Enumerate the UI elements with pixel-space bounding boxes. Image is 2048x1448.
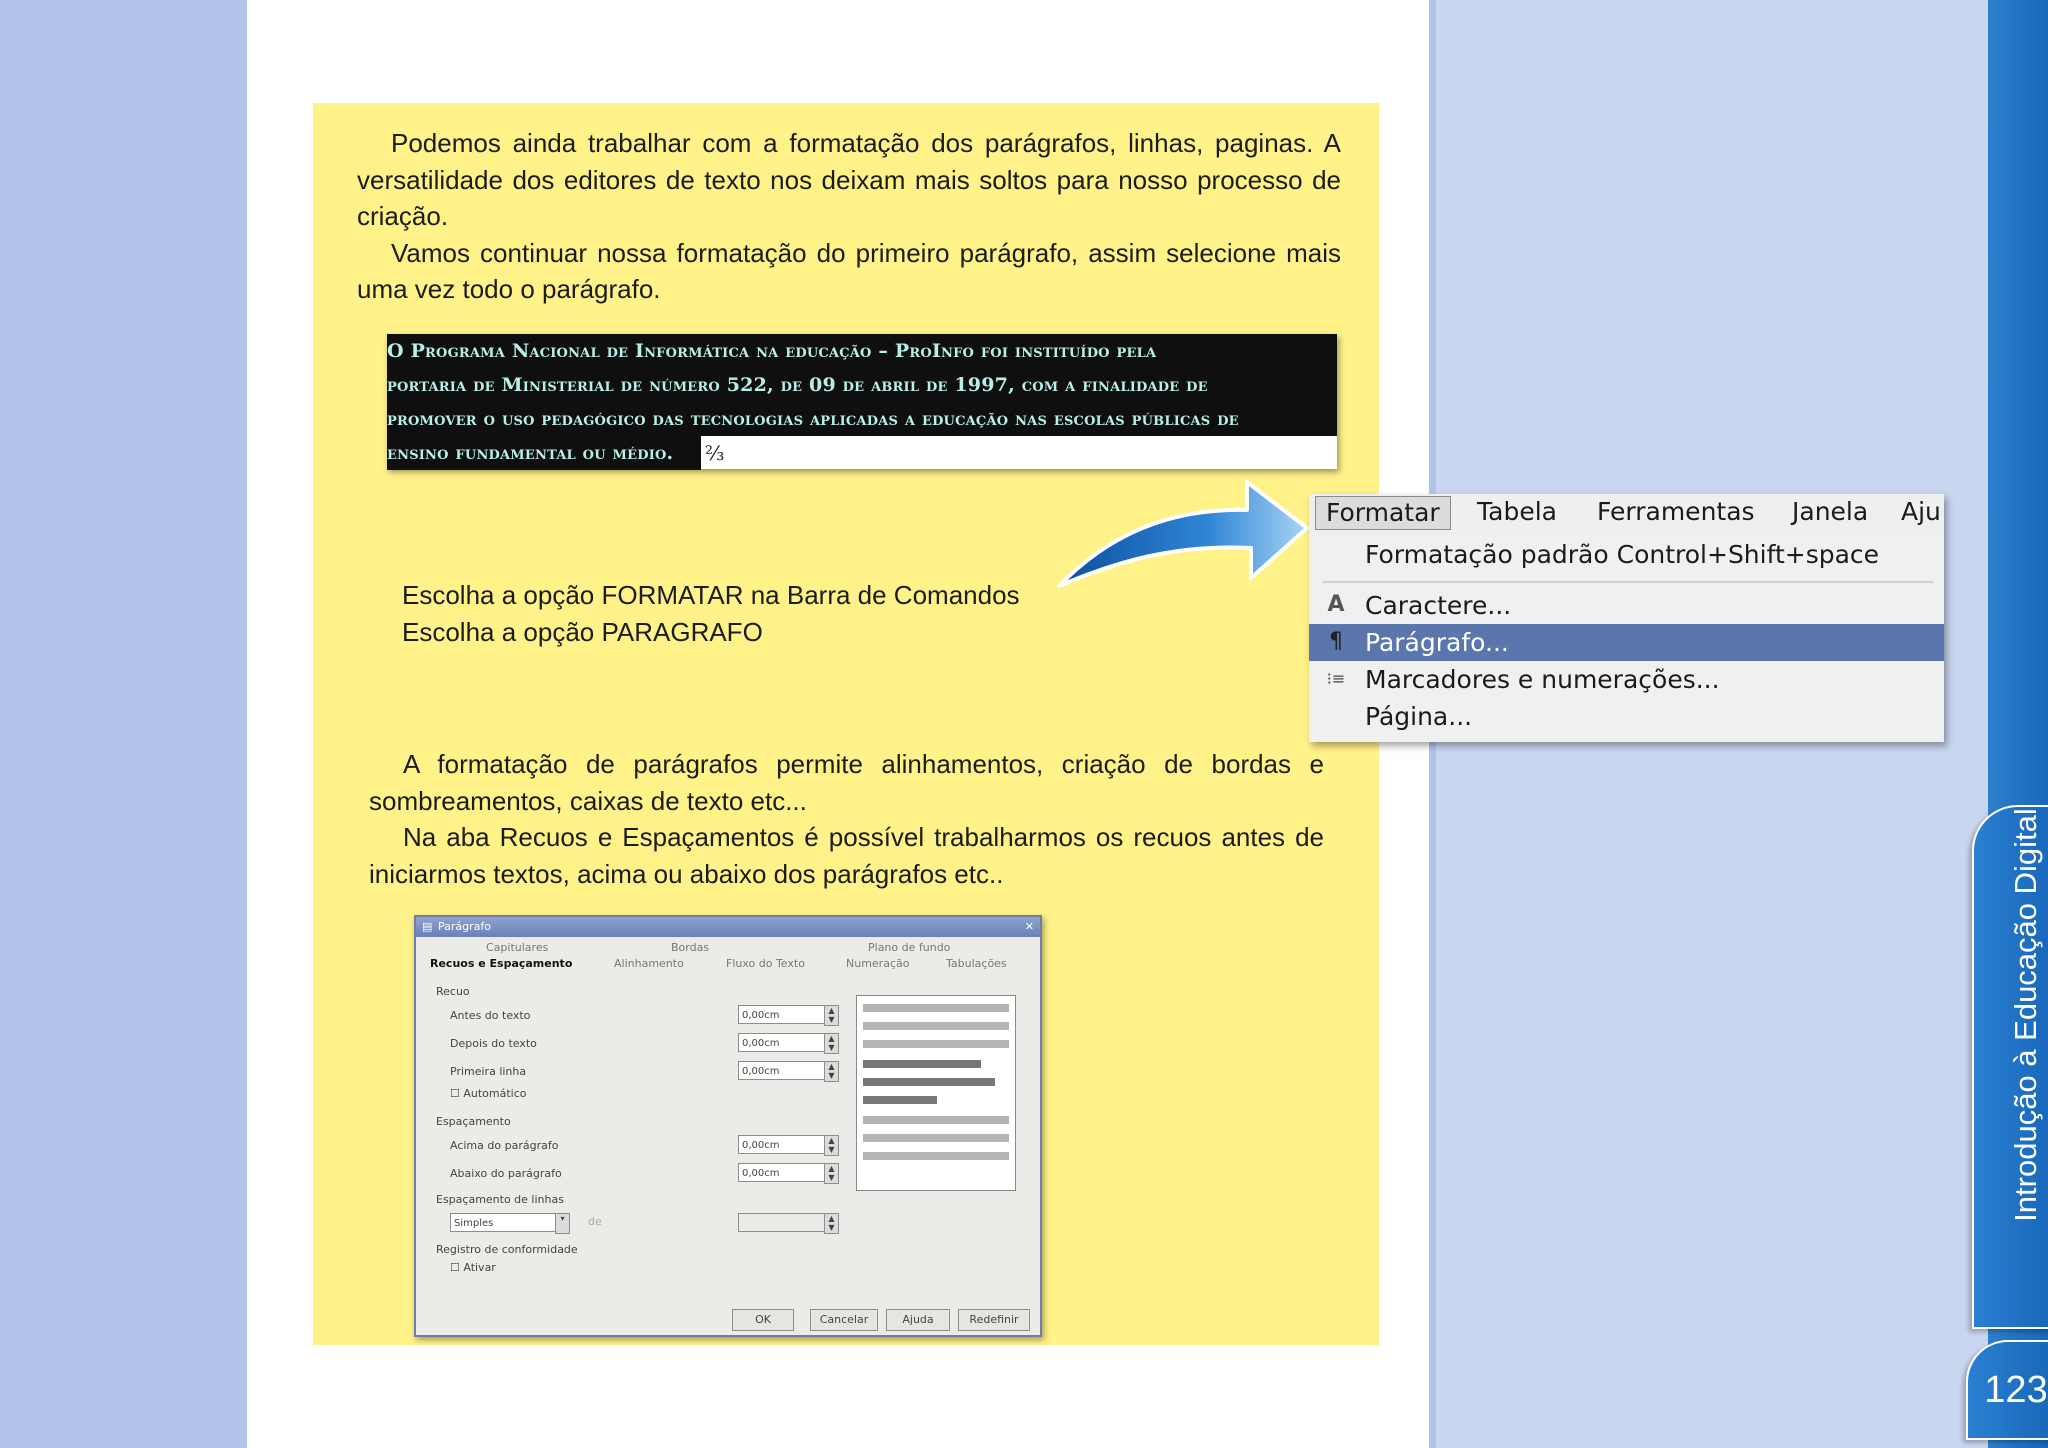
menu-item-formatacao-padrao[interactable] (1309, 536, 1944, 573)
field-label: Abaixo do parágrafo (450, 1167, 562, 1180)
field-label: Depois do texto (450, 1037, 537, 1050)
line-spacing-select[interactable]: Simples ▾ (450, 1213, 570, 1232)
ativar-checkbox[interactable]: ☐ Ativar (450, 1261, 496, 1274)
page-left-rule (240, 0, 247, 1448)
acima-paragrafo-input[interactable]: 0,00cm ▲ ▼ (738, 1135, 826, 1154)
intro-text (357, 125, 1341, 308)
side-tab-label: Introdução à Educação Digital (2008, 808, 2043, 1222)
tab-plano-de-fundo[interactable]: Plano de fundo (868, 941, 951, 954)
tab-tabulacoes[interactable]: Tabulações (946, 957, 1007, 970)
field-label: Acima do parágrafo (450, 1139, 559, 1152)
bullets-icon: ⁝≡ (1326, 669, 1346, 688)
menu-ferramentas[interactable]: Ferramentas (1597, 497, 1755, 526)
menu-janela[interactable]: Janela (1792, 497, 1869, 526)
menu-item-pagina[interactable] (1309, 698, 1944, 735)
paragraph-mark: ⅔ (705, 441, 725, 465)
menu-item-label: Parágrafo... (1365, 628, 1509, 657)
dialog-title: Parágrafo (438, 920, 491, 933)
menu-tabela[interactable]: Tabela (1477, 497, 1557, 526)
tab-capitulares[interactable]: Capitulares (486, 941, 549, 954)
menu-item-label: Formatação padrão Control+Shift+space (1365, 540, 1880, 569)
instruction-text: Escolha a opção FORMATAR na Barra de Comandos (402, 580, 1020, 610)
selected-text-line: O Programa Nacional de Informática na educação – ProInfo foi instituído pela (387, 334, 1337, 368)
menu-item-caractere[interactable] (1309, 587, 1944, 624)
paragraph-icon: ¶ (1329, 629, 1343, 654)
reset-button[interactable]: Redefinir (958, 1309, 1030, 1331)
automatico-checkbox[interactable]: ☐ Automático (450, 1087, 527, 1100)
paragraph: Na aba Recuos e Espaçamentos é possível trabalharmos os recuos antes de iniciarmos textos, acima ou abaixo dos parágrafos etc.. (369, 822, 1324, 889)
tab-numeracao[interactable]: Numeração (846, 957, 910, 970)
instruction-text: Escolha a opção PARAGRAFO (402, 617, 763, 647)
group-recuo: Recuo (436, 985, 470, 998)
primeira-linha-input[interactable]: 0,00cm ▲ ▼ (738, 1061, 826, 1080)
tab-fluxo-texto[interactable]: Fluxo do Texto (726, 957, 805, 970)
field-label: Primeira linha (450, 1065, 527, 1078)
selected-paragraph-screenshot (387, 334, 1337, 469)
menu-ajuda[interactable]: Aju (1901, 497, 1941, 526)
menu-item-label: Página... (1365, 702, 1473, 731)
tab-alinhamento[interactable]: Alinhamento (614, 957, 684, 970)
abaixo-paragrafo-input[interactable]: 0,00cm ▲ ▼ (738, 1163, 826, 1182)
menu-item-paragrafo[interactable] (1309, 624, 1944, 661)
antes-do-texto-input[interactable]: 0,00cm ▲ ▼ (738, 1005, 826, 1024)
group-registro: Registro de conformidade (436, 1243, 578, 1256)
cancel-button[interactable]: Cancelar (810, 1309, 878, 1331)
paragraph-dialog-screenshot (414, 915, 1042, 1337)
character-icon: A (1327, 592, 1345, 617)
paragraph-preview (856, 995, 1016, 1191)
format-menu-screenshot (1309, 494, 1944, 742)
ok-button[interactable]: OK (732, 1309, 794, 1331)
depois-do-texto-input[interactable]: 0,00cm ▲ ▼ (738, 1033, 826, 1052)
dialog-titlebar (416, 917, 1040, 937)
paragraph: Podemos ainda trabalhar com a formatação dos parágrafos, linhas, paginas. A versatilidade dos editores de texto nos deixam mais soltos para nosso processo de criação. (357, 128, 1341, 231)
selected-text-line: ensino fundamental ou médio. (387, 436, 701, 470)
menu-item-label: Marcadores e numerações... (1365, 665, 1720, 694)
tab-bordas[interactable]: Bordas (671, 941, 710, 954)
pointer-arrow-icon (1055, 478, 1315, 598)
left-margin-band (0, 0, 240, 1448)
selected-text-line: promover o uso pedagógico das tecnologias aplicadas a educação nas escolas públicas de (387, 402, 1337, 436)
paragraph: Vamos continuar nossa formatação do primeiro parágrafo, assim selecione mais uma vez todo o parágrafo. (357, 237, 1341, 304)
menu-separator (1323, 581, 1933, 583)
close-icon[interactable]: ✕ (1024, 920, 1034, 933)
menu-item-marcadores[interactable] (1309, 661, 1944, 698)
line-value-input[interactable]: ▲ ▼ (738, 1213, 826, 1232)
menu-item-label: Caractere... (1365, 591, 1512, 620)
page-number: 123 (1966, 1340, 2048, 1440)
formatting-text (369, 746, 1324, 892)
group-espacamento-linhas: Espaçamento de linhas (436, 1193, 564, 1206)
menu-formatar[interactable]: Formatar (1315, 496, 1451, 530)
field-label: Antes do texto (450, 1009, 531, 1022)
selected-text-line: portaria de Ministerial de número 522, de 09 de abril de 1997, com a finalidade de (387, 368, 1337, 402)
line-de-label: de (588, 1215, 602, 1228)
menu-bar (1309, 494, 1944, 532)
tab-recuos-espacamento[interactable]: Recuos e Espaçamento (430, 957, 573, 970)
group-espacamento: Espaçamento (436, 1115, 511, 1128)
dialog-app-icon: ▤ (422, 920, 433, 933)
help-button[interactable]: Ajuda (886, 1309, 950, 1331)
paragraph: A formatação de parágrafos permite alinhamentos, criação de bordas e sombreamentos, caixas de texto etc... (369, 749, 1324, 816)
